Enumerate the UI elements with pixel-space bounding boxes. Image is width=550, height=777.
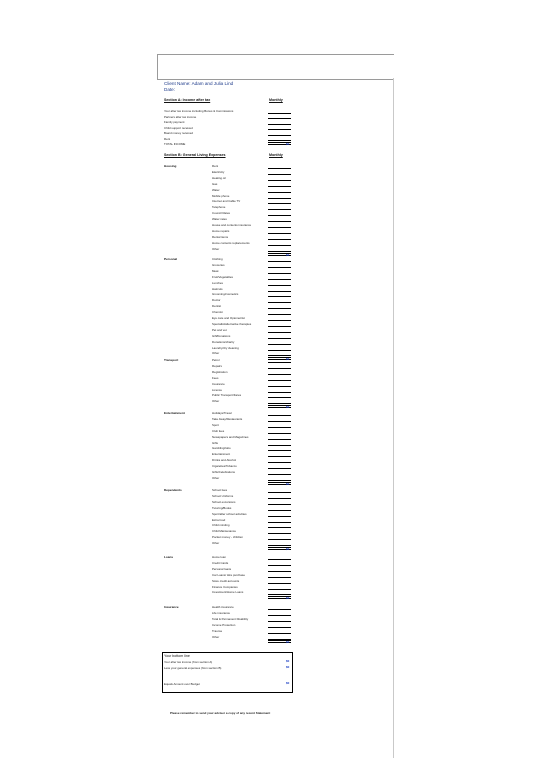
expense-item-label: Gift/Donations [212, 333, 231, 338]
expense-item-value [268, 180, 291, 181]
expense-item-value [268, 302, 291, 303]
expense-item-label: School Uniforms [212, 493, 234, 498]
bottom-surplus-label: Equals Amount over Budget [164, 682, 200, 686]
expense-item-label: Pocket money - children [212, 535, 244, 540]
section-a-title: Section A: Income after tax [164, 98, 211, 102]
expense-item-label: Telephone [212, 205, 226, 210]
expense-item-value [268, 450, 291, 451]
category-subtotal-value: $0 [286, 640, 290, 645]
expense-item-label: Fruit/Vegetables [212, 274, 233, 279]
category-transport: Transport [164, 358, 179, 362]
expense-item-value [268, 355, 291, 356]
expense-item-label: Council Rates [212, 211, 230, 216]
expense-item-value [268, 504, 291, 505]
category-insurance: Insurance [164, 605, 179, 609]
expense-item-value [268, 539, 291, 540]
expense-item-label: Gas [212, 181, 218, 186]
expense-item-value [268, 291, 291, 292]
expense-item-value [268, 392, 291, 393]
expense-item-value [268, 215, 291, 216]
expense-item-label: Laundry/dry cleaning [212, 345, 239, 350]
income-line-label: TOTAL INCOME [164, 142, 186, 146]
expense-item-label: Child Maintenance [212, 529, 236, 534]
expense-item-value [268, 186, 291, 187]
category-entertainment: Entertainment [164, 411, 185, 415]
expense-item-value [268, 251, 291, 252]
expense-item-label: Water rates [212, 217, 227, 222]
expense-item-value [268, 565, 291, 566]
sheet-header-frame [157, 54, 394, 80]
expense-item-value [268, 320, 291, 321]
expense-item-value [268, 203, 291, 204]
category-subtotal-value: $0 [286, 252, 290, 257]
expense-item-value [268, 427, 291, 428]
category-dependents: Dependents [164, 488, 182, 492]
expense-item-label: Petrol [212, 358, 220, 362]
expense-item-label: School excursions [212, 499, 236, 504]
expense-item-label: Store credit accounts [212, 578, 240, 583]
expense-item-value [268, 474, 291, 475]
category-subtotal-value: $0 [286, 596, 290, 601]
expense-item-label: Eye care and Optometrist [212, 316, 245, 320]
expense-item-label: Income Protection [212, 622, 236, 627]
expense-item-label: Trauma [212, 628, 222, 633]
expense-item-label: Home loan [212, 555, 226, 559]
expense-item-label: Insurance [212, 381, 225, 386]
expense-item-label: Grooming/cosmetics [212, 292, 239, 297]
expense-item-label: Newspapers and Magazines [212, 434, 249, 439]
expense-item-value [268, 314, 291, 315]
expense-item-label: Extra food [212, 517, 226, 522]
expense-item-label: Rent [212, 164, 219, 168]
expense-item-label: Credit Cards [212, 560, 229, 565]
expense-item-label: Specialist/alternative therapies [212, 321, 252, 326]
category-subtotal-value: $0 [286, 405, 290, 410]
expense-item-label: Pet and vet [212, 327, 227, 332]
client-date: Date: [164, 87, 175, 92]
income-line-label: Board money received [164, 131, 193, 135]
expense-item-value [268, 462, 291, 463]
income-line-label: Family payment [164, 120, 185, 124]
expense-item-label: Water [212, 187, 220, 192]
expense-item-label: Heating oil [212, 175, 226, 180]
expense-item-value [268, 267, 291, 268]
section-b-period: Monthly [269, 153, 283, 157]
income-line-label: Child support received [164, 125, 193, 130]
expense-item-value [268, 368, 291, 369]
expense-item-value [268, 221, 291, 222]
expense-item-value [268, 344, 291, 345]
expense-item-value [268, 533, 291, 534]
expense-item-value [268, 285, 291, 286]
expense-item-label: Other [212, 634, 220, 639]
expense-item-value [268, 545, 291, 546]
income-line-label: Rent [164, 136, 171, 141]
expense-item-label: Fees [212, 375, 219, 380]
income-line-value [268, 135, 291, 136]
expense-item-label: Repairs [212, 363, 222, 368]
expense-item-label: Cigarettes/Tobacco [212, 464, 237, 469]
category-personal: Personal [164, 257, 178, 261]
expense-item-label: Other [212, 246, 220, 251]
expense-item-label: Electricity [212, 169, 225, 174]
expense-item-label: Club fees [212, 428, 225, 433]
expense-item-label: Take Away/Restaurants [212, 416, 243, 421]
income-line-value [268, 113, 291, 114]
expense-item-value [268, 492, 291, 493]
section-a-period: Monthly [269, 98, 283, 102]
expense-item-label: Internet and Cable TV [212, 199, 241, 204]
expense-item-value [268, 227, 291, 228]
income-line-value [268, 118, 291, 119]
client-name: Client Name: Adam and Julia Lind [164, 81, 234, 86]
bottom-income-label: Your after tax income (from section A) [164, 660, 213, 664]
bottom-surplus-value: $0 [286, 681, 290, 685]
expense-item-value [268, 397, 291, 398]
expense-item-value [268, 615, 291, 616]
expense-item-value [268, 209, 291, 210]
expense-item-value [268, 480, 291, 481]
expense-item-value [268, 261, 291, 262]
expense-item-label: Investment/Home Loans [212, 590, 244, 595]
expense-item-value [268, 594, 291, 595]
expense-item-label: Total & Permanent Disability [212, 616, 249, 621]
income-line-label: Partners after tax income [164, 114, 197, 119]
expense-item-label: Registration [212, 369, 228, 374]
expense-item-value [268, 296, 291, 297]
expense-item-label: House and contents insurance [212, 223, 252, 227]
expense-item-label: Licence [212, 387, 222, 392]
expense-item-label: Groceries [212, 262, 225, 267]
category-subtotal-value: $0 [286, 481, 290, 486]
expense-item-label: Doctor [212, 298, 221, 303]
expense-item-value [268, 510, 291, 511]
category-loans: Loans [164, 555, 174, 559]
expense-item-value [268, 326, 291, 327]
footer-note: Please remember to send your adviser a copy of any recent Statement [170, 711, 271, 715]
expense-item-label: Public Transport/Fares [212, 393, 242, 398]
expense-item-label: Haircuts [212, 286, 223, 291]
expense-item-value [268, 516, 291, 517]
expense-item-label: Rental items [212, 234, 229, 239]
expense-item-value [268, 168, 291, 169]
expense-item-label: Finance Companies [212, 584, 238, 589]
expense-item-label: Home repairs [212, 228, 230, 233]
expense-item-value [268, 403, 291, 404]
expense-item-label: Personal loans [212, 566, 232, 571]
expense-item-value [268, 421, 291, 422]
expense-item-value [268, 362, 291, 363]
expense-item-value [268, 571, 291, 572]
expense-item-label: Lunches [212, 280, 223, 285]
expense-item-label: Gambling/lotto [212, 446, 231, 451]
expense-item-label: Clothing [212, 257, 223, 261]
expense-item-value [268, 577, 291, 578]
expense-item-value [268, 433, 291, 434]
expense-item-label: Life insurance [212, 610, 230, 615]
expense-item-value [268, 439, 291, 440]
expense-item-label: School fees [212, 488, 228, 492]
expense-item-value [268, 456, 291, 457]
expense-item-label: Mobile phone [212, 193, 230, 198]
category-subtotal-value: $0 [286, 547, 290, 551]
expense-item-label: Sport [212, 422, 219, 427]
expense-item-label: Other [212, 541, 220, 546]
expense-item-label: Sport/after school activities [212, 511, 247, 516]
income-line-label: Your after tax income including Bonus & Commissions [164, 109, 234, 113]
bottom-expenses-value: $0 [286, 665, 290, 669]
section-b-title: Section B: General Living Expenses [164, 153, 226, 157]
expense-item-label: Other [212, 399, 220, 404]
expense-item-value [268, 559, 291, 560]
income-total-value: $0 [286, 142, 290, 146]
expense-item-value [268, 239, 291, 240]
expense-item-value [268, 527, 291, 528]
expense-item-label: Dentist [212, 304, 221, 309]
expense-item-value [268, 609, 291, 610]
expense-item-label: Other [212, 475, 220, 480]
expense-item-value [268, 308, 291, 309]
expense-item-value [268, 633, 291, 634]
expense-item-value [268, 332, 291, 333]
expense-item-label: Chemist [212, 310, 223, 315]
sheet-right-border [393, 78, 394, 758]
expense-item-label: Gifts [212, 440, 218, 445]
expense-item-label: Car Loans/ Hire purchase [212, 572, 245, 577]
expense-item-value [268, 468, 291, 469]
expense-item-label: Health insurance [212, 605, 234, 609]
income-line-value [268, 124, 291, 125]
category-housing: Housing [164, 164, 177, 168]
expense-item-label: Tutoring/Books [212, 505, 232, 510]
expense-item-label: Gifts/Celebrations [212, 470, 235, 474]
expense-item-value [268, 415, 291, 416]
bottom-line-title: Your bottom line [164, 654, 190, 658]
expense-item-value [268, 386, 291, 387]
expense-item-value [268, 279, 291, 280]
expense-item-value [268, 589, 291, 590]
expense-item-value [268, 233, 291, 234]
expense-item-label: Drinks and Alcohol [212, 458, 236, 463]
expense-item-value [268, 627, 291, 628]
bottom-income-value: $0 [286, 659, 290, 663]
expense-item-value [268, 245, 291, 246]
expense-item-value [268, 338, 291, 339]
expense-item-label: Other [212, 351, 220, 356]
expense-item-label: Child minding [212, 523, 230, 528]
expense-item-label: Meat [212, 268, 219, 273]
expense-item-label: Donations/charity [212, 339, 235, 344]
expense-item-value [268, 273, 291, 274]
expense-item-value [268, 445, 291, 446]
bottom-expenses-label: Less your general expenses (from section B) [164, 666, 222, 670]
expense-item-value [268, 621, 291, 622]
expense-item-value [268, 380, 291, 381]
expense-item-value [268, 192, 291, 193]
expense-item-value [268, 639, 291, 640]
expense-item-label: Entertainment [212, 452, 230, 457]
expense-item-value [268, 174, 291, 175]
expense-item-value [268, 374, 291, 375]
expense-item-label: Home contents replacements [212, 240, 250, 245]
expense-item-value [268, 522, 291, 523]
category-subtotal-value: $0 [286, 357, 290, 362]
expense-item-value [268, 198, 291, 199]
expense-item-label: Holidays/Travel [212, 411, 232, 415]
expense-item-value [268, 350, 291, 351]
expense-item-value [268, 583, 291, 584]
income-line-value [268, 129, 291, 130]
expense-item-value [268, 498, 291, 499]
